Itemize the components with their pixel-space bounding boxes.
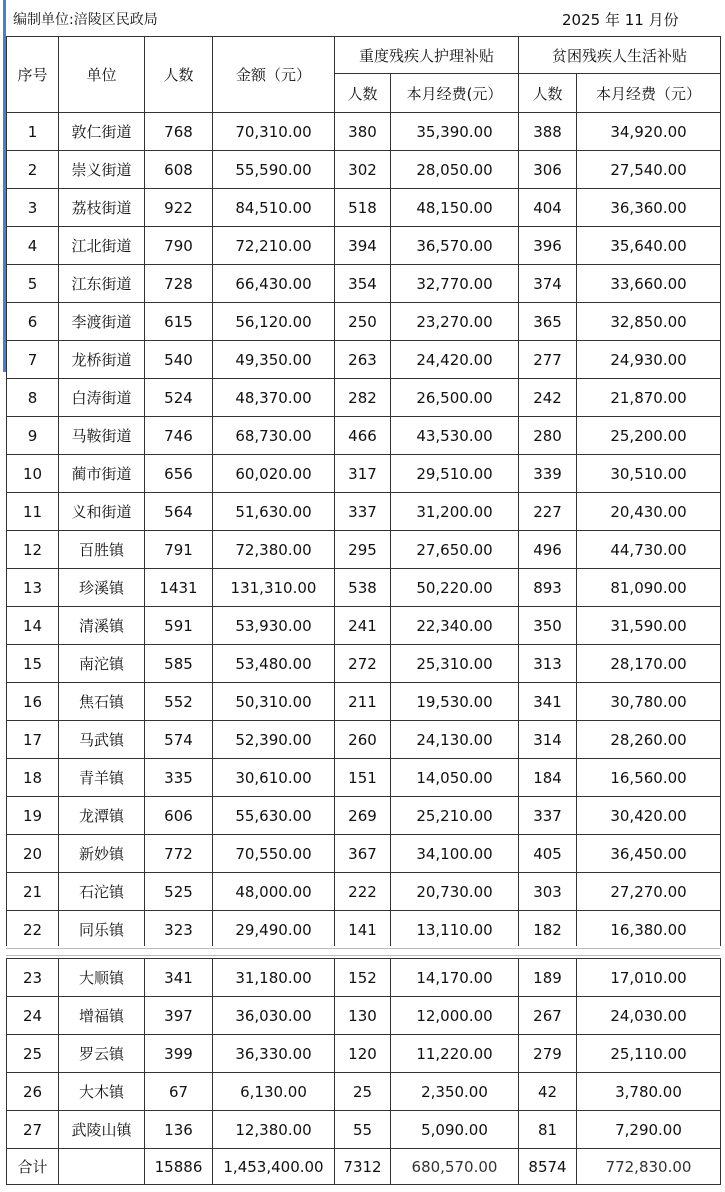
cell-unit: 义和街道 (59, 493, 145, 531)
cell-people: 564 (145, 493, 213, 531)
cell-nursing-people: 380 (335, 113, 391, 151)
cell-people: 791 (145, 531, 213, 569)
total-amount: 1,453,400.00 (213, 1149, 335, 1185)
cell-people: 772 (145, 835, 213, 873)
cell-seq: 22 (7, 911, 59, 949)
cell-living-funds: 31,590.00 (577, 607, 721, 645)
cell-amount: 50,310.00 (213, 683, 335, 721)
cell-amount: 49,350.00 (213, 341, 335, 379)
cell-nursing-people: 394 (335, 227, 391, 265)
cell-seq: 25 (7, 1035, 59, 1073)
cell-nursing-people: 120 (335, 1035, 391, 1073)
total-row (7, 1149, 721, 1185)
cell-living-funds: 16,380.00 (577, 911, 721, 949)
cell-seq: 19 (7, 797, 59, 835)
cell-nursing-funds: 14,050.00 (391, 759, 519, 797)
cell-nursing-funds: 13,110.00 (391, 911, 519, 949)
cell-nursing-funds: 27,650.00 (391, 531, 519, 569)
cell-living-people: 267 (519, 997, 577, 1035)
cell-living-people: 306 (519, 151, 577, 189)
cell-living-people: 242 (519, 379, 577, 417)
total-label: 合计 (7, 1149, 59, 1185)
cell-living-people: 189 (519, 959, 577, 997)
cell-nursing-people: 263 (335, 341, 391, 379)
cell-nursing-people: 317 (335, 455, 391, 493)
cell-nursing-funds: 32,770.00 (391, 265, 519, 303)
cell-nursing-funds: 35,390.00 (391, 113, 519, 151)
cell-amount: 55,630.00 (213, 797, 335, 835)
cell-seq: 16 (7, 683, 59, 721)
cell-people: 768 (145, 113, 213, 151)
cell-people: 341 (145, 959, 213, 997)
cell-unit: 百胜镇 (59, 531, 145, 569)
cell-seq: 26 (7, 1073, 59, 1111)
cell-seq: 6 (7, 303, 59, 341)
cell-living-people: 496 (519, 531, 577, 569)
cell-amount: 53,930.00 (213, 607, 335, 645)
cell-nursing-funds: 26,500.00 (391, 379, 519, 417)
cell-people: 574 (145, 721, 213, 759)
cell-nursing-people: 354 (335, 265, 391, 303)
cell-nursing-people: 260 (335, 721, 391, 759)
total-unit (59, 1149, 145, 1185)
cell-people: 525 (145, 873, 213, 911)
table-row (7, 189, 721, 227)
cell-seq: 14 (7, 607, 59, 645)
cell-living-people: 893 (519, 569, 577, 607)
table-row (7, 797, 721, 835)
cell-amount: 66,430.00 (213, 265, 335, 303)
cell-nursing-funds: 2,350.00 (391, 1073, 519, 1111)
cell-unit: 龙潭镇 (59, 797, 145, 835)
total-people: 15886 (145, 1149, 213, 1185)
cell-living-people: 341 (519, 683, 577, 721)
cell-nursing-funds: 25,210.00 (391, 797, 519, 835)
cell-living-people: 313 (519, 645, 577, 683)
cell-nursing-funds: 24,130.00 (391, 721, 519, 759)
compiling-unit: 编制单位:涪陵区民政局 (13, 12, 158, 28)
cell-living-funds: 30,780.00 (577, 683, 721, 721)
cell-people: 552 (145, 683, 213, 721)
cell-nursing-funds: 23,270.00 (391, 303, 519, 341)
cell-living-funds: 33,660.00 (577, 265, 721, 303)
cell-nursing-people: 250 (335, 303, 391, 341)
cell-living-funds: 3,780.00 (577, 1073, 721, 1111)
cell-living-people: 339 (519, 455, 577, 493)
cell-unit: 增福镇 (59, 997, 145, 1035)
cell-nursing-people: 272 (335, 645, 391, 683)
cell-nursing-funds: 5,090.00 (391, 1111, 519, 1149)
cell-unit: 荔枝街道 (59, 189, 145, 227)
cell-people: 540 (145, 341, 213, 379)
header-nursing-people: 人数 (335, 74, 391, 113)
table-row (7, 455, 721, 493)
cell-amount: 84,510.00 (213, 189, 335, 227)
cell-unit: 武陵山镇 (59, 1111, 145, 1149)
cell-living-people: 227 (519, 493, 577, 531)
cell-amount: 36,030.00 (213, 997, 335, 1035)
cell-living-people: 396 (519, 227, 577, 265)
cell-people: 323 (145, 911, 213, 949)
table-row (7, 531, 721, 569)
header-group-living: 贫困残疾人生活补贴 (519, 37, 721, 74)
cell-nursing-funds: 28,050.00 (391, 151, 519, 189)
cell-nursing-people: 152 (335, 959, 391, 997)
table-row (7, 645, 721, 683)
cell-people: 335 (145, 759, 213, 797)
cell-unit: 白涛街道 (59, 379, 145, 417)
report-caption (0, 0, 725, 36)
cell-amount: 72,210.00 (213, 227, 335, 265)
table-body-part2 (7, 959, 721, 1149)
cell-nursing-people: 518 (335, 189, 391, 227)
cell-nursing-people: 337 (335, 493, 391, 531)
cell-living-funds: 81,090.00 (577, 569, 721, 607)
table-row (7, 1073, 721, 1111)
cell-seq: 23 (7, 959, 59, 997)
page-break-gap (0, 946, 725, 958)
cell-living-people: 182 (519, 911, 577, 949)
table-row (7, 835, 721, 873)
cell-seq: 7 (7, 341, 59, 379)
cell-nursing-people: 295 (335, 531, 391, 569)
table-row (7, 683, 721, 721)
cell-living-people: 314 (519, 721, 577, 759)
header-amount: 金额（元） (213, 37, 335, 113)
cell-unit: 珍溪镇 (59, 569, 145, 607)
cell-people: 746 (145, 417, 213, 455)
cell-nursing-funds: 20,730.00 (391, 873, 519, 911)
cell-living-people: 404 (519, 189, 577, 227)
table-row (7, 1111, 721, 1149)
cell-seq: 4 (7, 227, 59, 265)
subsidy-table-part2 (6, 958, 721, 1185)
cell-people: 1431 (145, 569, 213, 607)
header-seq: 序号 (7, 37, 59, 113)
cell-nursing-people: 151 (335, 759, 391, 797)
cell-living-funds: 20,430.00 (577, 493, 721, 531)
cell-seq: 15 (7, 645, 59, 683)
total-nursing-funds: 680,570.00 (391, 1149, 519, 1185)
cell-living-funds: 44,730.00 (577, 531, 721, 569)
cell-living-people: 374 (519, 265, 577, 303)
header-group-nursing: 重度残疾人护理补贴 (335, 37, 519, 74)
cell-nursing-funds: 48,150.00 (391, 189, 519, 227)
cell-amount: 48,370.00 (213, 379, 335, 417)
cell-seq: 10 (7, 455, 59, 493)
table-row (7, 721, 721, 759)
cell-unit: 新妙镇 (59, 835, 145, 873)
cell-living-funds: 25,200.00 (577, 417, 721, 455)
cell-seq: 9 (7, 417, 59, 455)
cell-living-funds: 34,920.00 (577, 113, 721, 151)
cell-people: 922 (145, 189, 213, 227)
cell-living-people: 303 (519, 873, 577, 911)
cell-seq: 8 (7, 379, 59, 417)
cell-people: 615 (145, 303, 213, 341)
cell-nursing-funds: 14,170.00 (391, 959, 519, 997)
table-row (7, 113, 721, 151)
cell-people: 67 (145, 1073, 213, 1111)
table-row (7, 493, 721, 531)
cell-living-people: 184 (519, 759, 577, 797)
cell-amount: 30,610.00 (213, 759, 335, 797)
table-row (7, 341, 721, 379)
cell-unit: 龙桥街道 (59, 341, 145, 379)
table-row (7, 607, 721, 645)
table-row (7, 911, 721, 949)
cell-seq: 12 (7, 531, 59, 569)
table-row (7, 227, 721, 265)
total-nursing-people: 7312 (335, 1149, 391, 1185)
cell-living-funds: 30,510.00 (577, 455, 721, 493)
cell-people: 608 (145, 151, 213, 189)
cell-seq: 24 (7, 997, 59, 1035)
cell-nursing-people: 269 (335, 797, 391, 835)
cell-seq: 13 (7, 569, 59, 607)
cell-living-funds: 28,260.00 (577, 721, 721, 759)
page-break-line (6, 948, 720, 949)
cell-nursing-people: 367 (335, 835, 391, 873)
cell-unit: 蔺市街道 (59, 455, 145, 493)
cell-nursing-people: 222 (335, 873, 391, 911)
cell-nursing-funds: 22,340.00 (391, 607, 519, 645)
cell-living-funds: 32,850.00 (577, 303, 721, 341)
cell-nursing-people: 241 (335, 607, 391, 645)
cell-amount: 51,630.00 (213, 493, 335, 531)
cell-people: 397 (145, 997, 213, 1035)
cell-nursing-people: 211 (335, 683, 391, 721)
page-break-line (6, 955, 720, 956)
cell-people: 606 (145, 797, 213, 835)
table-row (7, 873, 721, 911)
cell-unit: 江东街道 (59, 265, 145, 303)
cell-nursing-people: 55 (335, 1111, 391, 1149)
table-row (7, 997, 721, 1035)
header-living-people: 人数 (519, 74, 577, 113)
cell-nursing-funds: 11,220.00 (391, 1035, 519, 1073)
subsidy-table-part1 (6, 36, 721, 949)
cell-amount: 6,130.00 (213, 1073, 335, 1111)
cell-unit: 江北街道 (59, 227, 145, 265)
cell-nursing-funds: 34,100.00 (391, 835, 519, 873)
cell-amount: 53,480.00 (213, 645, 335, 683)
cell-living-people: 42 (519, 1073, 577, 1111)
table-row (7, 265, 721, 303)
cell-people: 399 (145, 1035, 213, 1073)
cell-people: 136 (145, 1111, 213, 1149)
cell-living-funds: 28,170.00 (577, 645, 721, 683)
cell-people: 790 (145, 227, 213, 265)
cell-amount: 31,180.00 (213, 959, 335, 997)
cell-unit: 同乐镇 (59, 911, 145, 949)
cell-seq: 11 (7, 493, 59, 531)
cell-nursing-funds: 29,510.00 (391, 455, 519, 493)
cell-unit: 焦石镇 (59, 683, 145, 721)
total-living-people: 8574 (519, 1149, 577, 1185)
table-row (7, 759, 721, 797)
cell-living-funds: 25,110.00 (577, 1035, 721, 1073)
cell-amount: 52,390.00 (213, 721, 335, 759)
table-body-part1 (7, 113, 721, 949)
header-people: 人数 (145, 37, 213, 113)
cell-people: 656 (145, 455, 213, 493)
cell-nursing-funds: 31,200.00 (391, 493, 519, 531)
cell-unit: 石沱镇 (59, 873, 145, 911)
cell-amount: 70,550.00 (213, 835, 335, 873)
cell-living-people: 277 (519, 341, 577, 379)
cell-living-people: 388 (519, 113, 577, 151)
cell-amount: 68,730.00 (213, 417, 335, 455)
cell-unit: 清溪镇 (59, 607, 145, 645)
cell-nursing-people: 538 (335, 569, 391, 607)
cell-amount: 70,310.00 (213, 113, 335, 151)
cell-living-funds: 36,360.00 (577, 189, 721, 227)
cell-unit: 马武镇 (59, 721, 145, 759)
cell-living-funds: 16,560.00 (577, 759, 721, 797)
cell-nursing-funds: 24,420.00 (391, 341, 519, 379)
cell-amount: 29,490.00 (213, 911, 335, 949)
table-row (7, 1035, 721, 1073)
cell-amount: 131,310.00 (213, 569, 335, 607)
cell-living-funds: 7,290.00 (577, 1111, 721, 1149)
cell-unit: 马鞍街道 (59, 417, 145, 455)
header-unit: 单位 (59, 37, 145, 113)
cell-people: 591 (145, 607, 213, 645)
cell-living-funds: 24,030.00 (577, 997, 721, 1035)
cell-living-people: 280 (519, 417, 577, 455)
cell-seq: 27 (7, 1111, 59, 1149)
cell-living-funds: 30,420.00 (577, 797, 721, 835)
total-living-funds: 772,830.00 (577, 1149, 721, 1185)
cell-living-people: 350 (519, 607, 577, 645)
cell-seq: 2 (7, 151, 59, 189)
cell-nursing-people: 25 (335, 1073, 391, 1111)
table-row (7, 151, 721, 189)
cell-seq: 21 (7, 873, 59, 911)
cell-living-funds: 27,270.00 (577, 873, 721, 911)
cell-living-people: 405 (519, 835, 577, 873)
cell-seq: 3 (7, 189, 59, 227)
cell-seq: 20 (7, 835, 59, 873)
cell-unit: 罗云镇 (59, 1035, 145, 1073)
cell-people: 585 (145, 645, 213, 683)
cell-living-people: 279 (519, 1035, 577, 1073)
cell-amount: 60,020.00 (213, 455, 335, 493)
cell-people: 524 (145, 379, 213, 417)
cell-amount: 36,330.00 (213, 1035, 335, 1073)
cell-amount: 48,000.00 (213, 873, 335, 911)
cell-amount: 55,590.00 (213, 151, 335, 189)
cell-unit: 南沱镇 (59, 645, 145, 683)
cell-amount: 12,380.00 (213, 1111, 335, 1149)
header-living-funds: 本月经费（元） (577, 74, 721, 113)
cell-unit: 大顺镇 (59, 959, 145, 997)
cell-living-funds: 27,540.00 (577, 151, 721, 189)
cell-seq: 17 (7, 721, 59, 759)
cell-seq: 1 (7, 113, 59, 151)
cell-amount: 72,380.00 (213, 531, 335, 569)
cell-unit: 青羊镇 (59, 759, 145, 797)
cell-living-funds: 24,930.00 (577, 341, 721, 379)
cell-living-people: 337 (519, 797, 577, 835)
cell-living-funds: 21,870.00 (577, 379, 721, 417)
cell-nursing-people: 466 (335, 417, 391, 455)
cell-living-people: 81 (519, 1111, 577, 1149)
cell-living-people: 365 (519, 303, 577, 341)
table-row (7, 569, 721, 607)
cell-nursing-people: 282 (335, 379, 391, 417)
table-row (7, 417, 721, 455)
cell-living-funds: 35,640.00 (577, 227, 721, 265)
cell-nursing-people: 141 (335, 911, 391, 949)
cell-nursing-funds: 43,530.00 (391, 417, 519, 455)
cell-nursing-people: 302 (335, 151, 391, 189)
cell-unit: 李渡街道 (59, 303, 145, 341)
report-month: 2025 年 11 月份 (562, 11, 679, 29)
cell-amount: 56,120.00 (213, 303, 335, 341)
cell-nursing-funds: 36,570.00 (391, 227, 519, 265)
table-row (7, 303, 721, 341)
cell-nursing-funds: 25,310.00 (391, 645, 519, 683)
cell-seq: 18 (7, 759, 59, 797)
table-row (7, 379, 721, 417)
cell-nursing-funds: 50,220.00 (391, 569, 519, 607)
cell-nursing-funds: 12,000.00 (391, 997, 519, 1035)
cell-living-funds: 17,010.00 (577, 959, 721, 997)
cell-nursing-people: 130 (335, 997, 391, 1035)
cell-unit: 敦仁街道 (59, 113, 145, 151)
cell-nursing-funds: 19,530.00 (391, 683, 519, 721)
cell-unit: 大木镇 (59, 1073, 145, 1111)
cell-living-funds: 36,450.00 (577, 835, 721, 873)
header-nursing-funds: 本月经费(元） (391, 74, 519, 113)
cell-unit: 崇义街道 (59, 151, 145, 189)
cell-seq: 5 (7, 265, 59, 303)
cell-people: 728 (145, 265, 213, 303)
table-row (7, 959, 721, 997)
